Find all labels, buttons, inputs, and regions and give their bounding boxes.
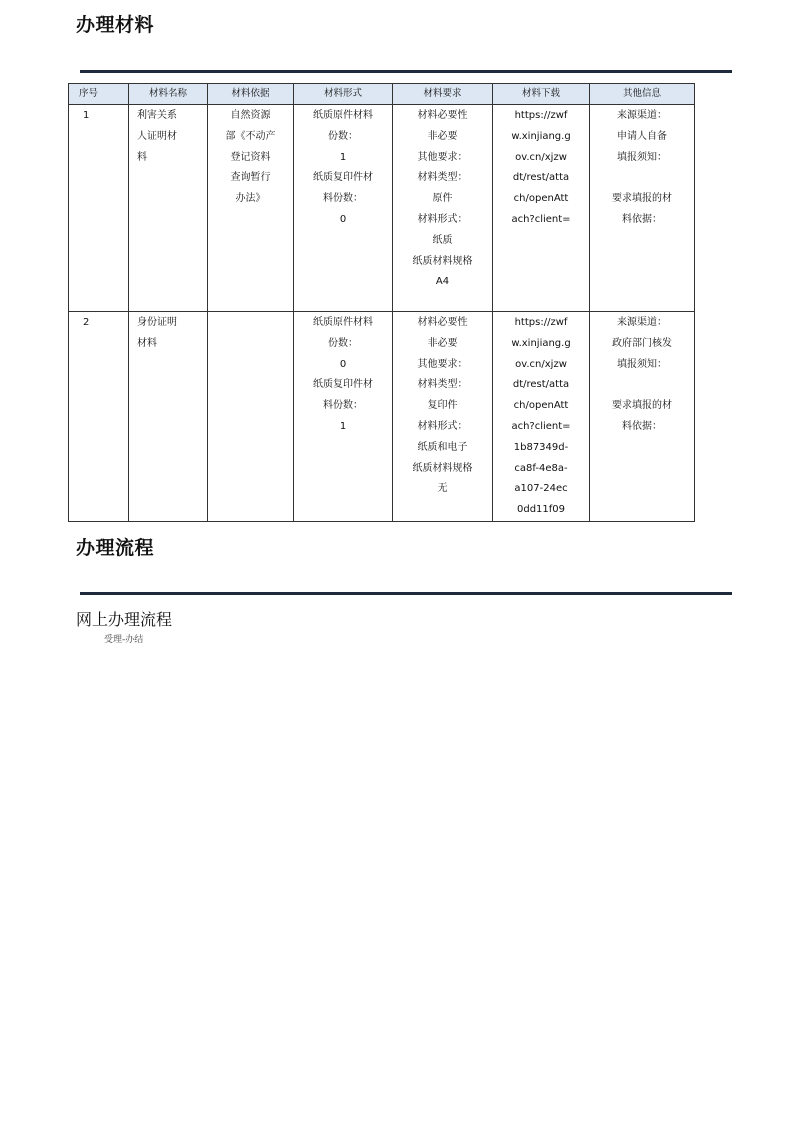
material-form-cell [294, 105, 393, 312]
column-header: 材料下载 [493, 84, 590, 105]
download-link-line[interactable]: https://zwf [514, 110, 568, 121]
cell-text-line: 材料形式： [417, 420, 468, 432]
material-download-cell[interactable] [493, 105, 590, 312]
cell-text-line [592, 168, 692, 189]
cell-text-line: 填报须知： [617, 151, 667, 163]
cell-text-line: 原件 [432, 193, 453, 205]
download-link-line[interactable]: ov.cn/xjzw [515, 358, 567, 370]
cell-text-line: 0 [339, 358, 347, 370]
download-link-line[interactable]: dt/rest/atta [512, 379, 570, 391]
cell-text-line: 纸质材料规格 [412, 462, 473, 474]
cell-text-line: 份数： [328, 337, 358, 349]
material-basis-cell [208, 105, 294, 312]
material-name-cell [129, 312, 208, 522]
cell-text-line: 要求填报的材 [612, 400, 672, 412]
cell-text-line: 申请人自备 [617, 130, 667, 142]
cell-text-line: 非必要 [427, 130, 458, 142]
online-process-steps: 受理-办结 [104, 635, 144, 645]
seq-cell: 1 [69, 105, 129, 312]
column-header: 材料要求 [393, 84, 493, 105]
column-header: 材料名称 [129, 84, 208, 105]
cell-text-line: 政府部门核发 [612, 337, 672, 349]
material-requirement-cell [393, 312, 493, 522]
cell-text-line: 料 [137, 151, 147, 163]
download-link-line[interactable]: ch/openAtt [513, 400, 569, 412]
cell-text-line: 来源渠道： [617, 317, 667, 328]
cell-text-line [592, 375, 692, 396]
download-link-line[interactable]: dt/rest/atta [512, 172, 570, 184]
section-title-process: 办理流程 [76, 537, 155, 559]
download-link-line[interactable]: ch/openAtt [513, 193, 569, 205]
cell-text-line: 材料类型： [417, 379, 468, 391]
cell-text-line: 份数： [328, 130, 358, 142]
online-process-title: 网上办理流程 [76, 610, 173, 629]
cell-text-line: 利害关系 [137, 110, 177, 121]
download-link-line[interactable]: w.xinjiang.g [511, 130, 571, 142]
cell-text-line: 要求填报的材 [612, 193, 672, 205]
download-link-line[interactable]: ca8f-4e8a- [514, 462, 568, 474]
material-basis-cell [208, 312, 294, 522]
cell-text-line: 纸质复印件材 [313, 172, 373, 184]
material-name-cell [129, 105, 208, 312]
cell-text-line: 材料必要性 [417, 317, 468, 328]
cell-text-line: 纸质和电子 [417, 441, 468, 453]
download-link-line[interactable]: 1b87349d- [513, 441, 569, 453]
cell-text-line: 办法》 [235, 193, 266, 205]
material-form-cell [294, 312, 393, 522]
cell-text-line: 纸质原件材料 [313, 110, 373, 121]
download-link-line[interactable]: w.xinjiang.g [511, 337, 571, 349]
seq-cell: 2 [69, 312, 129, 522]
section-divider-materials [80, 70, 732, 73]
cell-text-line: 登记资料 [230, 151, 271, 163]
cell-text-line: 部《不动产 [225, 130, 276, 142]
section-title-materials: 办理材料 [76, 14, 155, 36]
section-divider-process [80, 592, 732, 595]
column-header: 序号 [69, 84, 129, 105]
cell-text-line: 料份数： [323, 193, 363, 205]
table-row [69, 312, 695, 522]
cell-text-line: 复印件 [427, 400, 458, 412]
cell-text-line: 材料类型： [417, 172, 468, 184]
download-link-line[interactable]: ach?client= [511, 420, 571, 432]
cell-text-line: 其他要求： [417, 151, 468, 163]
cell-text-line: 人证明材 [137, 130, 177, 142]
other-info-cell [590, 105, 695, 312]
material-requirement-cell [393, 105, 493, 312]
cell-text-line: 0 [339, 213, 347, 225]
cell-text-line: 料依据： [622, 213, 662, 225]
cell-text-line: 料依据： [622, 420, 662, 432]
download-link-line[interactable]: 0dd11f09 [516, 504, 566, 516]
cell-text-line: 材料 [137, 337, 157, 349]
cell-text-line: 非必要 [427, 337, 458, 349]
download-link-line[interactable]: https://zwf [514, 317, 568, 328]
cell-text-line: 其他要求： [417, 358, 468, 370]
download-link-line[interactable]: ov.cn/xjzw [515, 151, 567, 163]
cell-text-line: A4 [435, 276, 450, 288]
cell-text-line: 纸质材料规格 [412, 255, 473, 267]
cell-text-line: 自然资源 [230, 110, 271, 121]
materials-table [68, 83, 695, 522]
column-header: 其他信息 [590, 84, 695, 105]
material-download-cell[interactable] [493, 312, 590, 522]
cell-text-line: 1 [339, 420, 347, 432]
other-info-cell [590, 312, 695, 522]
download-link-line[interactable]: ach?client= [511, 213, 571, 225]
cell-text-line: 纸质复印件材 [313, 379, 373, 391]
cell-text-line: 料份数： [323, 400, 363, 412]
column-header: 材料依据 [208, 84, 294, 105]
column-header: 材料形式 [294, 84, 393, 105]
cell-text-line: 材料形式： [417, 213, 468, 225]
cell-text-line: 纸质原件材料 [313, 317, 373, 328]
cell-text-line: 纸质 [432, 234, 453, 246]
cell-text-line: 填报须知： [617, 358, 667, 370]
cell-text-line: 1 [339, 151, 347, 163]
cell-text-line: 来源渠道： [617, 110, 667, 121]
cell-text-line: 查询暂行 [230, 172, 271, 184]
cell-text-line: 材料必要性 [417, 110, 468, 121]
table-row [69, 105, 695, 312]
cell-text-line: 身份证明 [137, 317, 177, 328]
table-header-row [69, 84, 695, 105]
cell-text-line: 无 [437, 483, 448, 495]
download-link-line[interactable]: a107-24ec [514, 483, 568, 495]
